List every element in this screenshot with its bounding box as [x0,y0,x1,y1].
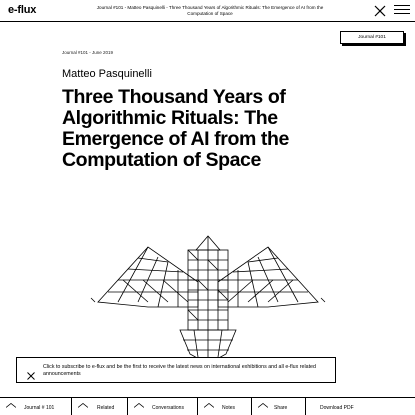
nav-conversations[interactable] [128,398,198,415]
menu-icon-line [394,9,410,10]
nav-related[interactable] [72,398,128,415]
chevron-up-icon [134,403,144,408]
nav-label: Related [97,405,115,411]
top-bar [0,0,415,22]
nav-label: Journal # 101 [24,405,55,411]
close-button[interactable] [374,5,386,17]
nav-share[interactable] [252,398,306,415]
download-pdf-button[interactable] [306,398,415,415]
menu-button[interactable] [394,5,410,17]
nav-notes[interactable] [198,398,252,415]
article-author[interactable]: Matteo Pasquinelli [62,68,152,80]
nav-label: Conversations [152,405,184,411]
article-title: Three Thousand Years of Algorithmic Rituals: The Emergence of AI from the Computation of Space [62,86,289,171]
close-icon [27,372,35,380]
eflux-logo[interactable]: e-flux [8,4,37,16]
subscribe-banner[interactable] [16,357,336,383]
bottom-nav [0,397,415,415]
menu-icon-line [394,13,410,14]
chevron-up-icon [78,403,88,408]
chevron-up-icon [258,403,268,408]
page-title: Journal #101 - Matteo Pasquinelli - Three Thousand Years of Algorithmic Rituals: The Emergence of AI from the Computation of Space [96,5,324,16]
article-meta: Journal #101 - June 2019 [62,50,114,55]
chevron-up-icon [6,403,16,408]
journal-issue-tag[interactable]: Journal #101 [340,31,404,44]
falcon-altar-diagram [88,232,328,367]
nav-label: Download PDF [320,405,354,411]
menu-icon-line [394,5,410,6]
dismiss-subscribe-button[interactable] [27,367,35,375]
nav-label: Notes [222,405,236,411]
agnicayana-altar-illustration [88,232,328,367]
nav-label: Share [274,405,288,411]
nav-journal-issue[interactable] [0,398,72,415]
subscribe-text[interactable]: Click to subscribe to e-flux and be the first to receive the latest news on international exhibitions and all e-flux related announcements [43,364,316,377]
close-icon [374,5,386,17]
chevron-up-icon [204,403,214,408]
